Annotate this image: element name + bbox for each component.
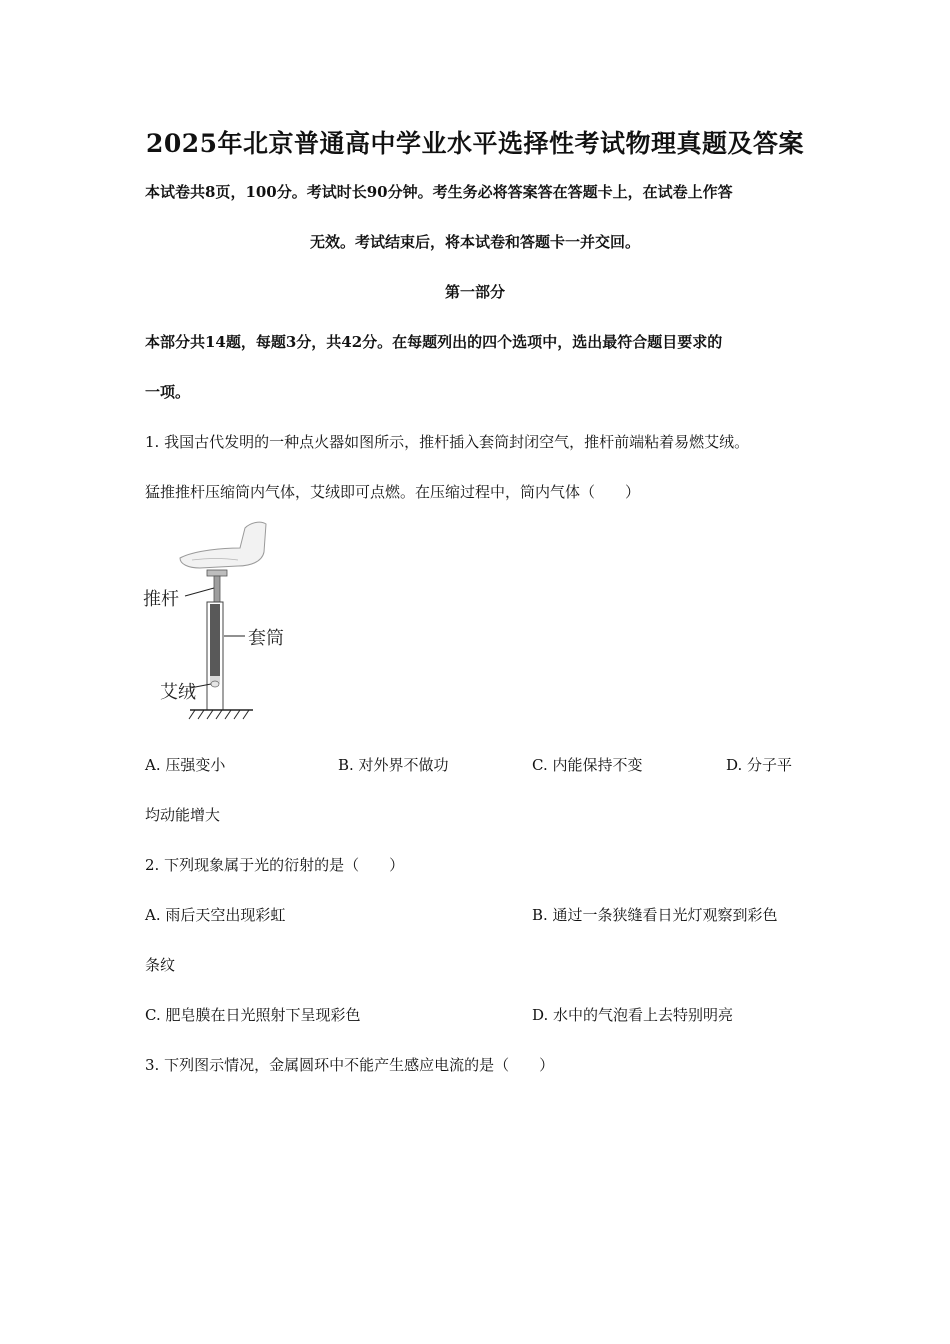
question-1-option-a: A. 压强变小 [145, 756, 226, 774]
label-tinder: 艾绒 [160, 682, 196, 703]
fire-piston-figure [140, 518, 300, 733]
question-1-option-c: C. 内能保持不变 [532, 756, 643, 774]
part-description-line-2: 一项。 [145, 383, 191, 401]
question-1-option-d-continued: 均动能增大 [145, 806, 221, 824]
question-2-option-c: C. 肥皂膜在日光照射下呈现彩色 [145, 1006, 361, 1024]
question-3-stem: 3. 下列图示情况，金属圆环中不能产生感应电流的是（ ） [145, 1056, 555, 1074]
question-1-stem-line-1: 1. 我国古代发明的一种点火器如图所示，推杆插入套筒封闭空气，推杆前端粘着易燃艾绒。 [145, 433, 750, 451]
part-heading: 第一部分 [444, 283, 505, 301]
question-1-option-b: B. 对外界不做功 [338, 756, 449, 774]
instructions-line-1: 本试卷共8页，100分。考试时长90分钟。考生务必将答案答在答题卡上，在试卷上作答 [145, 183, 733, 201]
question-2-option-a: A. 雨后天空出现彩虹 [145, 906, 286, 924]
tinder-blob [211, 681, 219, 687]
question-2-option-d: D. 水中的气泡看上去特别明亮 [532, 1006, 734, 1024]
push-rod-head [207, 570, 227, 576]
question-2-option-b-continued: 条纹 [145, 956, 176, 974]
question-1-option-d: D. 分子平 [726, 756, 793, 774]
label-sleeve: 套筒 [248, 628, 284, 649]
question-1-stem-line-2: 猛推推杆压缩筒内气体，艾绒即可点燃。在压缩过程中，筒内气体（ ） [145, 483, 641, 501]
part-description-line-1: 本部分共14题，每题3分，共42分。在每题列出的四个选项中，选出最符合题目要求的 [145, 333, 723, 351]
hand-illustration [180, 522, 266, 568]
document-title: 2025年北京普通高中学业水平选择性考试物理真题及答案 [145, 129, 805, 158]
question-2-stem: 2. 下列现象属于光的衍射的是（ ） [145, 856, 405, 874]
instructions-line-2: 无效。考试结束后，将本试卷和答题卡一并交回。 [309, 233, 640, 251]
question-2-option-b: B. 通过一条狭缝看日光灯观察到彩色 [532, 906, 778, 924]
label-push-rod: 推杆 [143, 589, 179, 610]
